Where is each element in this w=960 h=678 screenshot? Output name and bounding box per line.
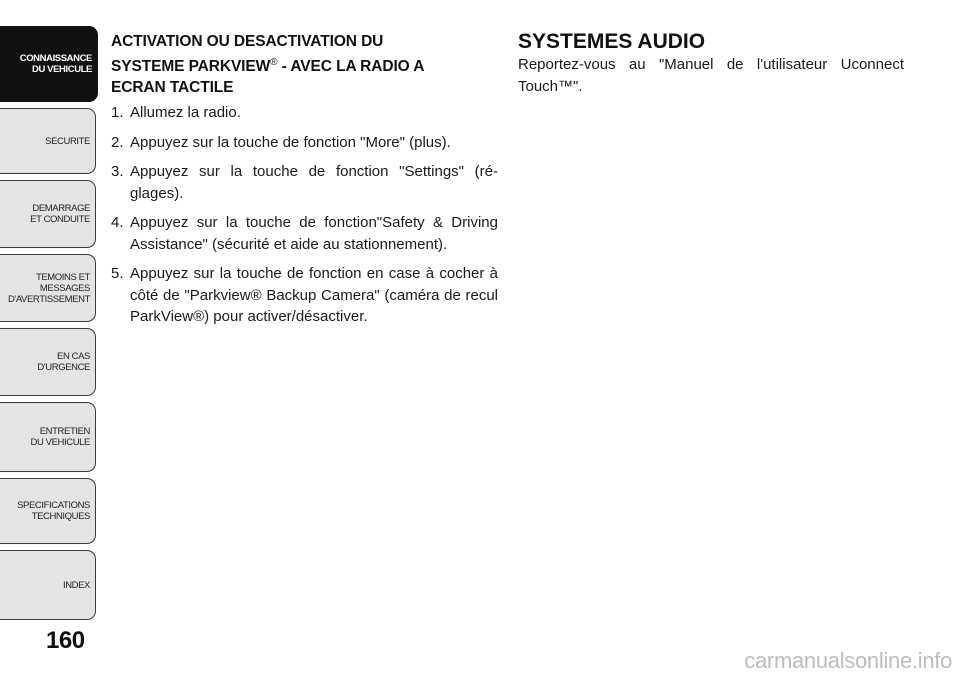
watermark: carmanualsonline.info (744, 648, 952, 673)
page-number: 160 (46, 627, 85, 654)
tab-label-line: INDEX (62, 579, 90, 591)
tab-label-line: SECURITE (45, 135, 90, 147)
tab-label-line: ET CONDUITE (30, 214, 90, 225)
registered-mark: ® (270, 57, 278, 68)
list-item (111, 212, 498, 255)
step-text: Appuyez sur la touche de fonction "More" (plus). (130, 133, 451, 151)
step-text: Appuyez sur la touche de fonction en case à cocher à côté de "Parkview® Backup Camera" (caméra de recul ParkView®) pour activer/désactiver. (130, 265, 498, 326)
tab-label-line: SPECIFICATIONS (17, 500, 90, 511)
tab-label-line: TEMOINS ET (35, 271, 90, 283)
section-heading-audio: SYSTEMES AUDIO (518, 30, 706, 53)
heading-line: ACTIVATION OU DESACTIVATION DU (111, 33, 384, 50)
list-item (111, 102, 498, 124)
heading-line: - AVEC LA RADIO A (277, 58, 425, 76)
list-item (111, 161, 498, 204)
step-number: 4. (111, 214, 124, 232)
step-number: 3. (111, 163, 124, 181)
tab-connaissance-du-vehicule[interactable] (0, 26, 98, 102)
tab-label-line: MESSAGES (39, 282, 90, 294)
instruction-steps (111, 102, 498, 328)
list-item (111, 263, 498, 328)
heading-line: ECRAN TACTILE (111, 79, 234, 97)
tab-label-line: DU VEHICULE (30, 437, 90, 448)
tab-label-line: ENTRETIEN (39, 426, 90, 437)
tab-label-line: D'URGENCE (37, 362, 90, 373)
heading-line: SYSTEME PARKVIEW (111, 58, 271, 76)
tab-en-cas-d-urgence[interactable] (0, 328, 96, 396)
step-number: 2. (111, 133, 124, 151)
tab-temoins-et-messages[interactable] (0, 254, 96, 322)
left-column (111, 31, 498, 336)
tab-entretien-du-vehicule[interactable] (0, 402, 96, 472)
tab-label-line: TECHNIQUES (31, 511, 90, 522)
tab-demarrage-et-conduite[interactable] (0, 180, 96, 248)
step-text: Appuyez sur la touche de fonction "Settings" (ré-glages). (130, 163, 498, 202)
tab-securite[interactable] (0, 108, 96, 174)
tab-label-line: DEMARRAGE (32, 203, 90, 214)
list-item (111, 132, 498, 154)
audio-paragraph: Reportez-vous au "Manuel de l'utilisateur Uconnect Touch™". (518, 56, 904, 95)
tab-label-line: DU VEHICULE (32, 64, 92, 75)
tab-label-line: CONNAISSANCE (19, 53, 92, 64)
tab-index[interactable] (0, 550, 96, 620)
chapter-sidebar (0, 0, 100, 678)
right-column (518, 31, 904, 97)
step-number: 1. (111, 104, 124, 122)
tab-specifications-techniques[interactable] (0, 478, 96, 544)
tab-label-line: EN CAS (57, 351, 90, 362)
tab-label-line: D'AVERTISSEMENT (7, 293, 90, 305)
step-text: Appuyez sur la touche de fonction"Safety & Driving Assistance" (sécurité et aide au stationnement). (130, 214, 498, 253)
step-text: Allumez la radio. (130, 104, 241, 122)
section-heading-parkview (111, 31, 498, 98)
step-number: 5. (111, 265, 124, 283)
